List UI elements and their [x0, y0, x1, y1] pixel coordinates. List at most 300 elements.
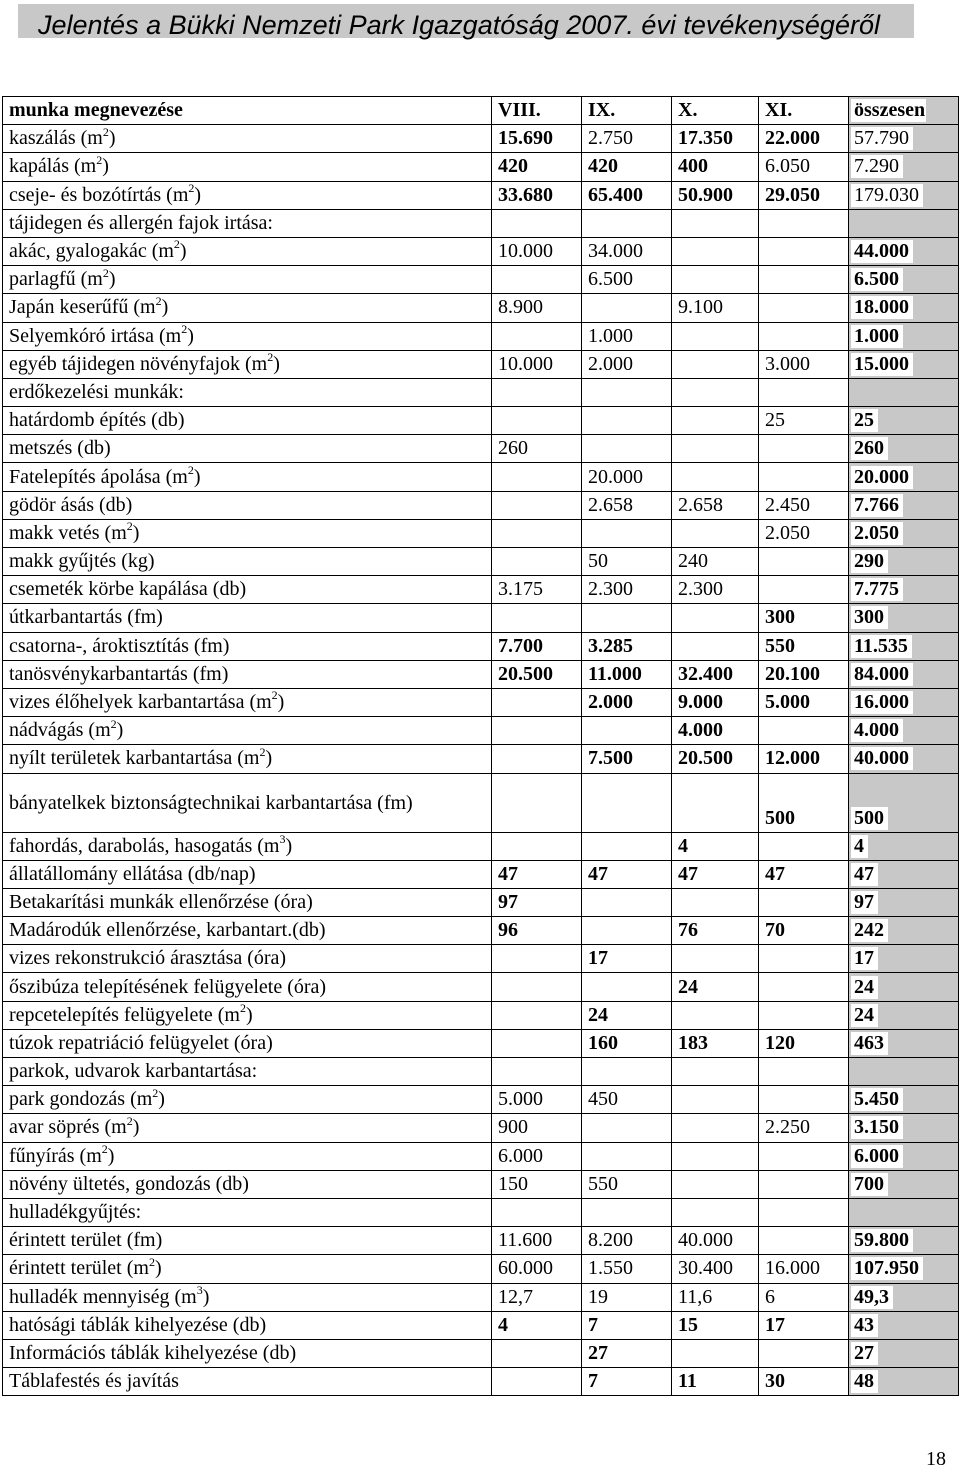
value-total: 179.030 — [851, 184, 923, 207]
value-cell — [849, 1142, 959, 1170]
value-cell — [849, 576, 959, 604]
row-label-text: makk gyűjtés (kg) — [9, 550, 155, 573]
value-cell — [492, 688, 582, 716]
value-total: 290 — [851, 550, 888, 573]
value-cell — [849, 125, 959, 153]
value-cell: 4 — [492, 1311, 582, 1339]
row-label — [3, 407, 492, 435]
row-label — [3, 209, 492, 237]
value-cell — [849, 1283, 959, 1311]
value-cell — [672, 773, 759, 832]
value-cell — [582, 209, 672, 237]
value-cell — [582, 604, 672, 632]
table-row — [3, 237, 959, 265]
unit-exponent: 2 — [126, 1113, 133, 1128]
unit-exponent: 2 — [102, 124, 109, 139]
value-total: 260 — [851, 437, 888, 460]
value-cell — [492, 491, 582, 519]
value-cell — [759, 294, 849, 322]
value-cell — [672, 209, 759, 237]
row-label-text: erdőkezelési munkák: — [9, 380, 184, 403]
row-label — [3, 1058, 492, 1086]
value-cell: 20.500 — [492, 660, 582, 688]
value-total: 16.000 — [851, 691, 913, 714]
value-cell — [849, 945, 959, 973]
row-label — [3, 1198, 492, 1226]
value-cell — [672, 237, 759, 265]
value-cell — [672, 350, 759, 378]
value-cell: 12,7 — [492, 1283, 582, 1311]
row-label — [3, 463, 492, 491]
value-cell — [492, 745, 582, 773]
row-label-text: állatállomány ellátása (db/nap) — [9, 862, 256, 885]
row-label — [3, 604, 492, 632]
value-cell: 27 — [582, 1339, 672, 1367]
row-label-tail: ) — [161, 296, 169, 319]
table-row — [3, 945, 959, 973]
table-header-row — [3, 97, 959, 125]
value-cell: 47 — [759, 860, 849, 888]
value-cell: 3.285 — [582, 632, 672, 660]
value-cell: 20.500 — [672, 745, 759, 773]
row-label — [3, 832, 492, 860]
value-cell — [582, 407, 672, 435]
row-label-text: avar söprés (m — [9, 1116, 127, 1139]
value-cell: 30.400 — [672, 1255, 759, 1283]
value-cell — [849, 519, 959, 547]
value-cell — [582, 1142, 672, 1170]
value-cell — [849, 973, 959, 1001]
row-label-text: Selyemkóró irtása (m — [9, 324, 182, 347]
table-row — [3, 125, 959, 153]
value-cell: 1.550 — [582, 1255, 672, 1283]
row-label — [3, 378, 492, 406]
row-label — [3, 294, 492, 322]
value-cell: 65.400 — [582, 181, 672, 209]
table-row — [3, 350, 959, 378]
value-total: 49,3 — [851, 1286, 893, 1309]
value-cell — [672, 604, 759, 632]
row-label-text: érintett terület (m — [9, 1257, 149, 1280]
row-label-tail: ) — [158, 1088, 165, 1111]
value-cell — [492, 378, 582, 406]
page-header-title: Jelentés a Bükki Nemzeti Park Igazgatóság 2007. évi tevékenységéről — [38, 10, 880, 40]
value-cell — [759, 576, 849, 604]
value-cell — [849, 153, 959, 181]
value-cell — [849, 435, 959, 463]
row-label-tail: ) — [116, 719, 124, 742]
row-label-text: kapálás (m — [9, 155, 97, 178]
value-cell: 11,6 — [672, 1283, 759, 1311]
table-row — [3, 491, 959, 519]
value-cell: 500 — [759, 773, 849, 832]
row-label — [3, 917, 492, 945]
row-label — [3, 1339, 492, 1367]
row-label — [3, 491, 492, 519]
value-cell: 32.400 — [672, 660, 759, 688]
value-cell — [672, 632, 759, 660]
value-cell: 8.900 — [492, 294, 582, 322]
row-label — [3, 660, 492, 688]
row-label-tail: ) — [132, 1116, 140, 1139]
col-header-xi: XI. — [759, 97, 849, 125]
value-cell: 6 — [759, 1283, 849, 1311]
row-label-text: őszibúza telepítésének felügyelete (óra) — [9, 975, 327, 998]
row-label — [3, 717, 492, 745]
value-cell — [492, 1368, 582, 1396]
unit-exponent: 2 — [96, 152, 103, 167]
row-label-text: tanösvénykarbantartás (fm) — [9, 662, 229, 685]
value-cell — [492, 717, 582, 745]
row-label — [3, 435, 492, 463]
value-cell: 50.900 — [672, 181, 759, 209]
value-total: 27 — [851, 1342, 878, 1365]
value-cell — [759, 463, 849, 491]
value-cell: 450 — [582, 1086, 672, 1114]
value-cell — [672, 1114, 759, 1142]
value-cell: 1.000 — [582, 322, 672, 350]
value-cell: 6.050 — [759, 153, 849, 181]
row-label-tail: ) — [102, 155, 109, 178]
col-header-viii: VIII. — [492, 97, 582, 125]
row-label-tail: ) — [285, 834, 293, 857]
value-cell — [492, 322, 582, 350]
value-cell: 2.250 — [759, 1114, 849, 1142]
unit-exponent: 2 — [187, 462, 194, 477]
value-cell — [759, 266, 849, 294]
row-label-text: Táblafestés és javítás — [9, 1370, 179, 1393]
value-total: 2.050 — [851, 522, 903, 545]
value-cell: 11 — [672, 1368, 759, 1396]
table-row — [3, 463, 959, 491]
value-total: 24 — [851, 1004, 878, 1027]
value-cell: 4.000 — [672, 717, 759, 745]
row-label-text: vizes rekonstrukció árasztása (óra) — [9, 947, 287, 970]
value-cell: 420 — [492, 153, 582, 181]
row-label — [3, 1311, 492, 1339]
value-cell — [672, 1001, 759, 1029]
row-label-tail: ) — [108, 268, 116, 291]
value-cell: 6.000 — [492, 1142, 582, 1170]
row-label-tail: ) — [202, 1285, 210, 1308]
value-cell: 17.350 — [672, 125, 759, 153]
value-cell — [672, 266, 759, 294]
value-total: 25 — [851, 409, 878, 432]
table-row — [3, 860, 959, 888]
row-label — [3, 1114, 492, 1142]
row-label-text: parlagfű (m — [9, 268, 103, 291]
row-label — [3, 350, 492, 378]
value-cell — [849, 632, 959, 660]
row-label-text: hulladék mennyiség (m — [9, 1285, 197, 1308]
value-cell — [672, 1170, 759, 1198]
unit-exponent: 2 — [240, 1001, 246, 1016]
row-label — [3, 576, 492, 604]
col-header-total-label: összesen — [851, 99, 926, 122]
value-cell — [672, 1058, 759, 1086]
value-cell: 5.000 — [492, 1086, 582, 1114]
unit-exponent: 2 — [152, 1085, 159, 1100]
value-cell: 47 — [492, 860, 582, 888]
table-row — [3, 519, 959, 547]
value-cell — [849, 604, 959, 632]
value-cell: 40.000 — [672, 1227, 759, 1255]
row-label — [3, 1255, 492, 1283]
row-label — [3, 237, 492, 265]
unit-exponent: 2 — [126, 519, 133, 534]
row-label — [3, 1283, 492, 1311]
row-label-text: egyéb tájidegen növényfajok (m — [9, 352, 268, 375]
row-label-text: parkok, udvarok karbantartása: — [9, 1060, 258, 1083]
value-cell: 10.000 — [492, 237, 582, 265]
unit-exponent: 2 — [271, 688, 278, 703]
value-cell — [672, 1339, 759, 1367]
value-cell: 5.000 — [759, 688, 849, 716]
value-cell: 2.300 — [672, 576, 759, 604]
row-label-text: útkarbantartás (fm) — [9, 606, 163, 629]
table-row — [3, 1255, 959, 1283]
page-number: 18 — [926, 1448, 946, 1470]
row-label-text: Japán keserűfű (m — [9, 296, 156, 319]
value-cell — [582, 294, 672, 322]
value-cell — [849, 888, 959, 916]
value-cell — [849, 1170, 959, 1198]
value-cell — [849, 860, 959, 888]
value-cell — [672, 463, 759, 491]
row-label-text: csatorna-, ároktisztítás (fm) — [9, 634, 230, 657]
value-cell: 29.050 — [759, 181, 849, 209]
unit-exponent: 2 — [102, 265, 109, 280]
table-row — [3, 153, 959, 181]
work-table-body — [3, 97, 959, 1396]
table-row — [3, 294, 959, 322]
value-cell — [759, 945, 849, 973]
value-cell: 240 — [672, 548, 759, 576]
row-label-text: Betakarítási munkák ellenőrzése (óra) — [9, 890, 313, 913]
row-label-tail: ) — [246, 1003, 253, 1026]
value-total: 57.790 — [851, 127, 913, 150]
row-label-text: makk vetés (m — [9, 521, 127, 544]
table-row — [3, 1142, 959, 1170]
value-cell: 120 — [759, 1029, 849, 1057]
value-cell: 4 — [672, 832, 759, 860]
row-label-text: csemeték körbe kapálása (db) — [9, 578, 247, 601]
table-row — [3, 1339, 959, 1367]
value-cell: 15.690 — [492, 125, 582, 153]
row-label-text: tájidegen és allergén fajok irtása: — [9, 211, 273, 234]
row-label-tail: ) — [154, 1257, 162, 1280]
value-cell — [492, 463, 582, 491]
value-cell: 7 — [582, 1368, 672, 1396]
value-cell — [849, 1339, 959, 1367]
value-cell: 7 — [582, 1311, 672, 1339]
value-cell — [849, 322, 959, 350]
row-label-text: nádvágás (m — [9, 719, 111, 742]
value-cell: 420 — [582, 153, 672, 181]
table-row — [3, 1086, 959, 1114]
table-row — [3, 1227, 959, 1255]
row-label-text: fahordás, darabolás, hasogatás (m — [9, 834, 280, 857]
value-cell — [759, 237, 849, 265]
value-cell — [492, 773, 582, 832]
row-label-text: nyílt területek karbantartása (m — [9, 747, 260, 770]
row-label-tail: ) — [194, 183, 202, 206]
table-row — [3, 632, 959, 660]
value-cell: 24 — [582, 1001, 672, 1029]
value-cell: 10.000 — [492, 350, 582, 378]
value-cell — [759, 888, 849, 916]
value-cell — [849, 745, 959, 773]
row-label-tail: ) — [265, 747, 273, 770]
value-total: 7.290 — [851, 155, 903, 178]
value-total: 59.800 — [851, 1229, 913, 1252]
value-cell: 7.500 — [582, 745, 672, 773]
value-total: 300 — [851, 606, 888, 629]
unit-exponent: 2 — [181, 321, 188, 336]
value-cell: 2.300 — [582, 576, 672, 604]
value-cell — [849, 1255, 959, 1283]
value-cell — [582, 773, 672, 832]
value-total: 44.000 — [851, 240, 913, 263]
value-cell — [582, 378, 672, 406]
value-cell: 70 — [759, 917, 849, 945]
row-label-text: cseje- és bozótírtás (m — [9, 183, 189, 206]
row-label-text: bányatelkek biztonságtechnikai karbantartása (fm) — [9, 791, 413, 814]
table-row — [3, 660, 959, 688]
value-cell: 6.500 — [582, 266, 672, 294]
value-cell — [849, 266, 959, 294]
value-cell: 11.000 — [582, 660, 672, 688]
value-cell: 9.100 — [672, 294, 759, 322]
value-cell: 8.200 — [582, 1227, 672, 1255]
row-label — [3, 688, 492, 716]
value-total: 15.000 — [851, 353, 913, 376]
unit-exponent: 2 — [188, 181, 195, 195]
value-cell: 2.450 — [759, 491, 849, 519]
value-cell — [849, 407, 959, 435]
value-cell — [849, 660, 959, 688]
unit-exponent: 2 — [110, 716, 117, 731]
value-cell: 260 — [492, 435, 582, 463]
value-cell — [759, 832, 849, 860]
table-row — [3, 717, 959, 745]
header-bar — [18, 4, 914, 38]
value-total: 4 — [851, 835, 868, 858]
value-cell — [849, 294, 959, 322]
unit-exponent: 2 — [101, 1142, 108, 1156]
value-cell — [849, 917, 959, 945]
row-label-text: repcetelepítés felügyelete (m — [9, 1003, 240, 1026]
value-cell — [849, 1114, 959, 1142]
value-cell: 3.000 — [759, 350, 849, 378]
value-total: 17 — [851, 947, 878, 970]
value-cell — [492, 1001, 582, 1029]
value-cell — [582, 519, 672, 547]
table-row — [3, 604, 959, 632]
table-row — [3, 888, 959, 916]
row-label-text: akác, gyalogakác (m — [9, 240, 174, 263]
value-total: 107.950 — [851, 1257, 923, 1280]
row-label-text: érintett terület (fm) — [9, 1229, 163, 1252]
value-cell — [672, 1198, 759, 1226]
value-cell — [759, 378, 849, 406]
value-cell — [582, 435, 672, 463]
value-cell — [582, 973, 672, 1001]
value-total: 500 — [851, 807, 888, 830]
value-total: 463 — [851, 1032, 888, 1055]
value-cell: 47 — [582, 860, 672, 888]
unit-exponent: 2 — [173, 237, 180, 252]
value-cell — [849, 717, 959, 745]
value-cell: 20.000 — [582, 463, 672, 491]
value-cell: 15 — [672, 1311, 759, 1339]
value-cell — [672, 519, 759, 547]
value-cell: 76 — [672, 917, 759, 945]
value-cell: 550 — [759, 632, 849, 660]
row-label — [3, 1029, 492, 1057]
value-cell — [759, 1170, 849, 1198]
value-cell — [759, 209, 849, 237]
value-total: 5.450 — [851, 1088, 903, 1111]
row-label — [3, 773, 492, 832]
row-label — [3, 973, 492, 1001]
value-total: 4.000 — [851, 719, 903, 742]
value-cell — [759, 973, 849, 1001]
table-row — [3, 378, 959, 406]
value-total: 11.535 — [851, 635, 912, 658]
value-cell: 97 — [492, 888, 582, 916]
value-cell: 30 — [759, 1368, 849, 1396]
value-cell: 33.680 — [492, 181, 582, 209]
value-cell — [672, 1142, 759, 1170]
table-row — [3, 181, 959, 209]
value-cell: 34.000 — [582, 237, 672, 265]
value-cell — [849, 688, 959, 716]
value-cell — [582, 888, 672, 916]
value-cell — [492, 266, 582, 294]
table-row — [3, 1368, 959, 1396]
value-cell — [582, 717, 672, 745]
value-cell — [849, 1227, 959, 1255]
value-cell — [849, 832, 959, 860]
col-header-x: X. — [672, 97, 759, 125]
value-cell: 16.000 — [759, 1255, 849, 1283]
value-cell — [759, 1001, 849, 1029]
value-cell — [492, 1029, 582, 1057]
value-cell: 2.000 — [582, 688, 672, 716]
value-cell: 900 — [492, 1114, 582, 1142]
value-cell — [759, 1142, 849, 1170]
table-row — [3, 917, 959, 945]
row-label — [3, 519, 492, 547]
value-total: 43 — [851, 1314, 878, 1337]
value-cell — [582, 1198, 672, 1226]
row-label — [3, 125, 492, 153]
row-label-tail: ) — [107, 1144, 115, 1167]
value-cell — [492, 519, 582, 547]
table-row — [3, 1311, 959, 1339]
row-label-text: Fatelepítés ápolása (m — [9, 465, 188, 488]
value-total: 40.000 — [851, 747, 913, 770]
value-cell — [672, 407, 759, 435]
value-cell — [849, 1198, 959, 1226]
row-label — [3, 1142, 492, 1170]
value-cell: 7.700 — [492, 632, 582, 660]
table-row — [3, 1114, 959, 1142]
table-row — [3, 1198, 959, 1226]
table-row — [3, 1283, 959, 1311]
value-cell: 2.050 — [759, 519, 849, 547]
